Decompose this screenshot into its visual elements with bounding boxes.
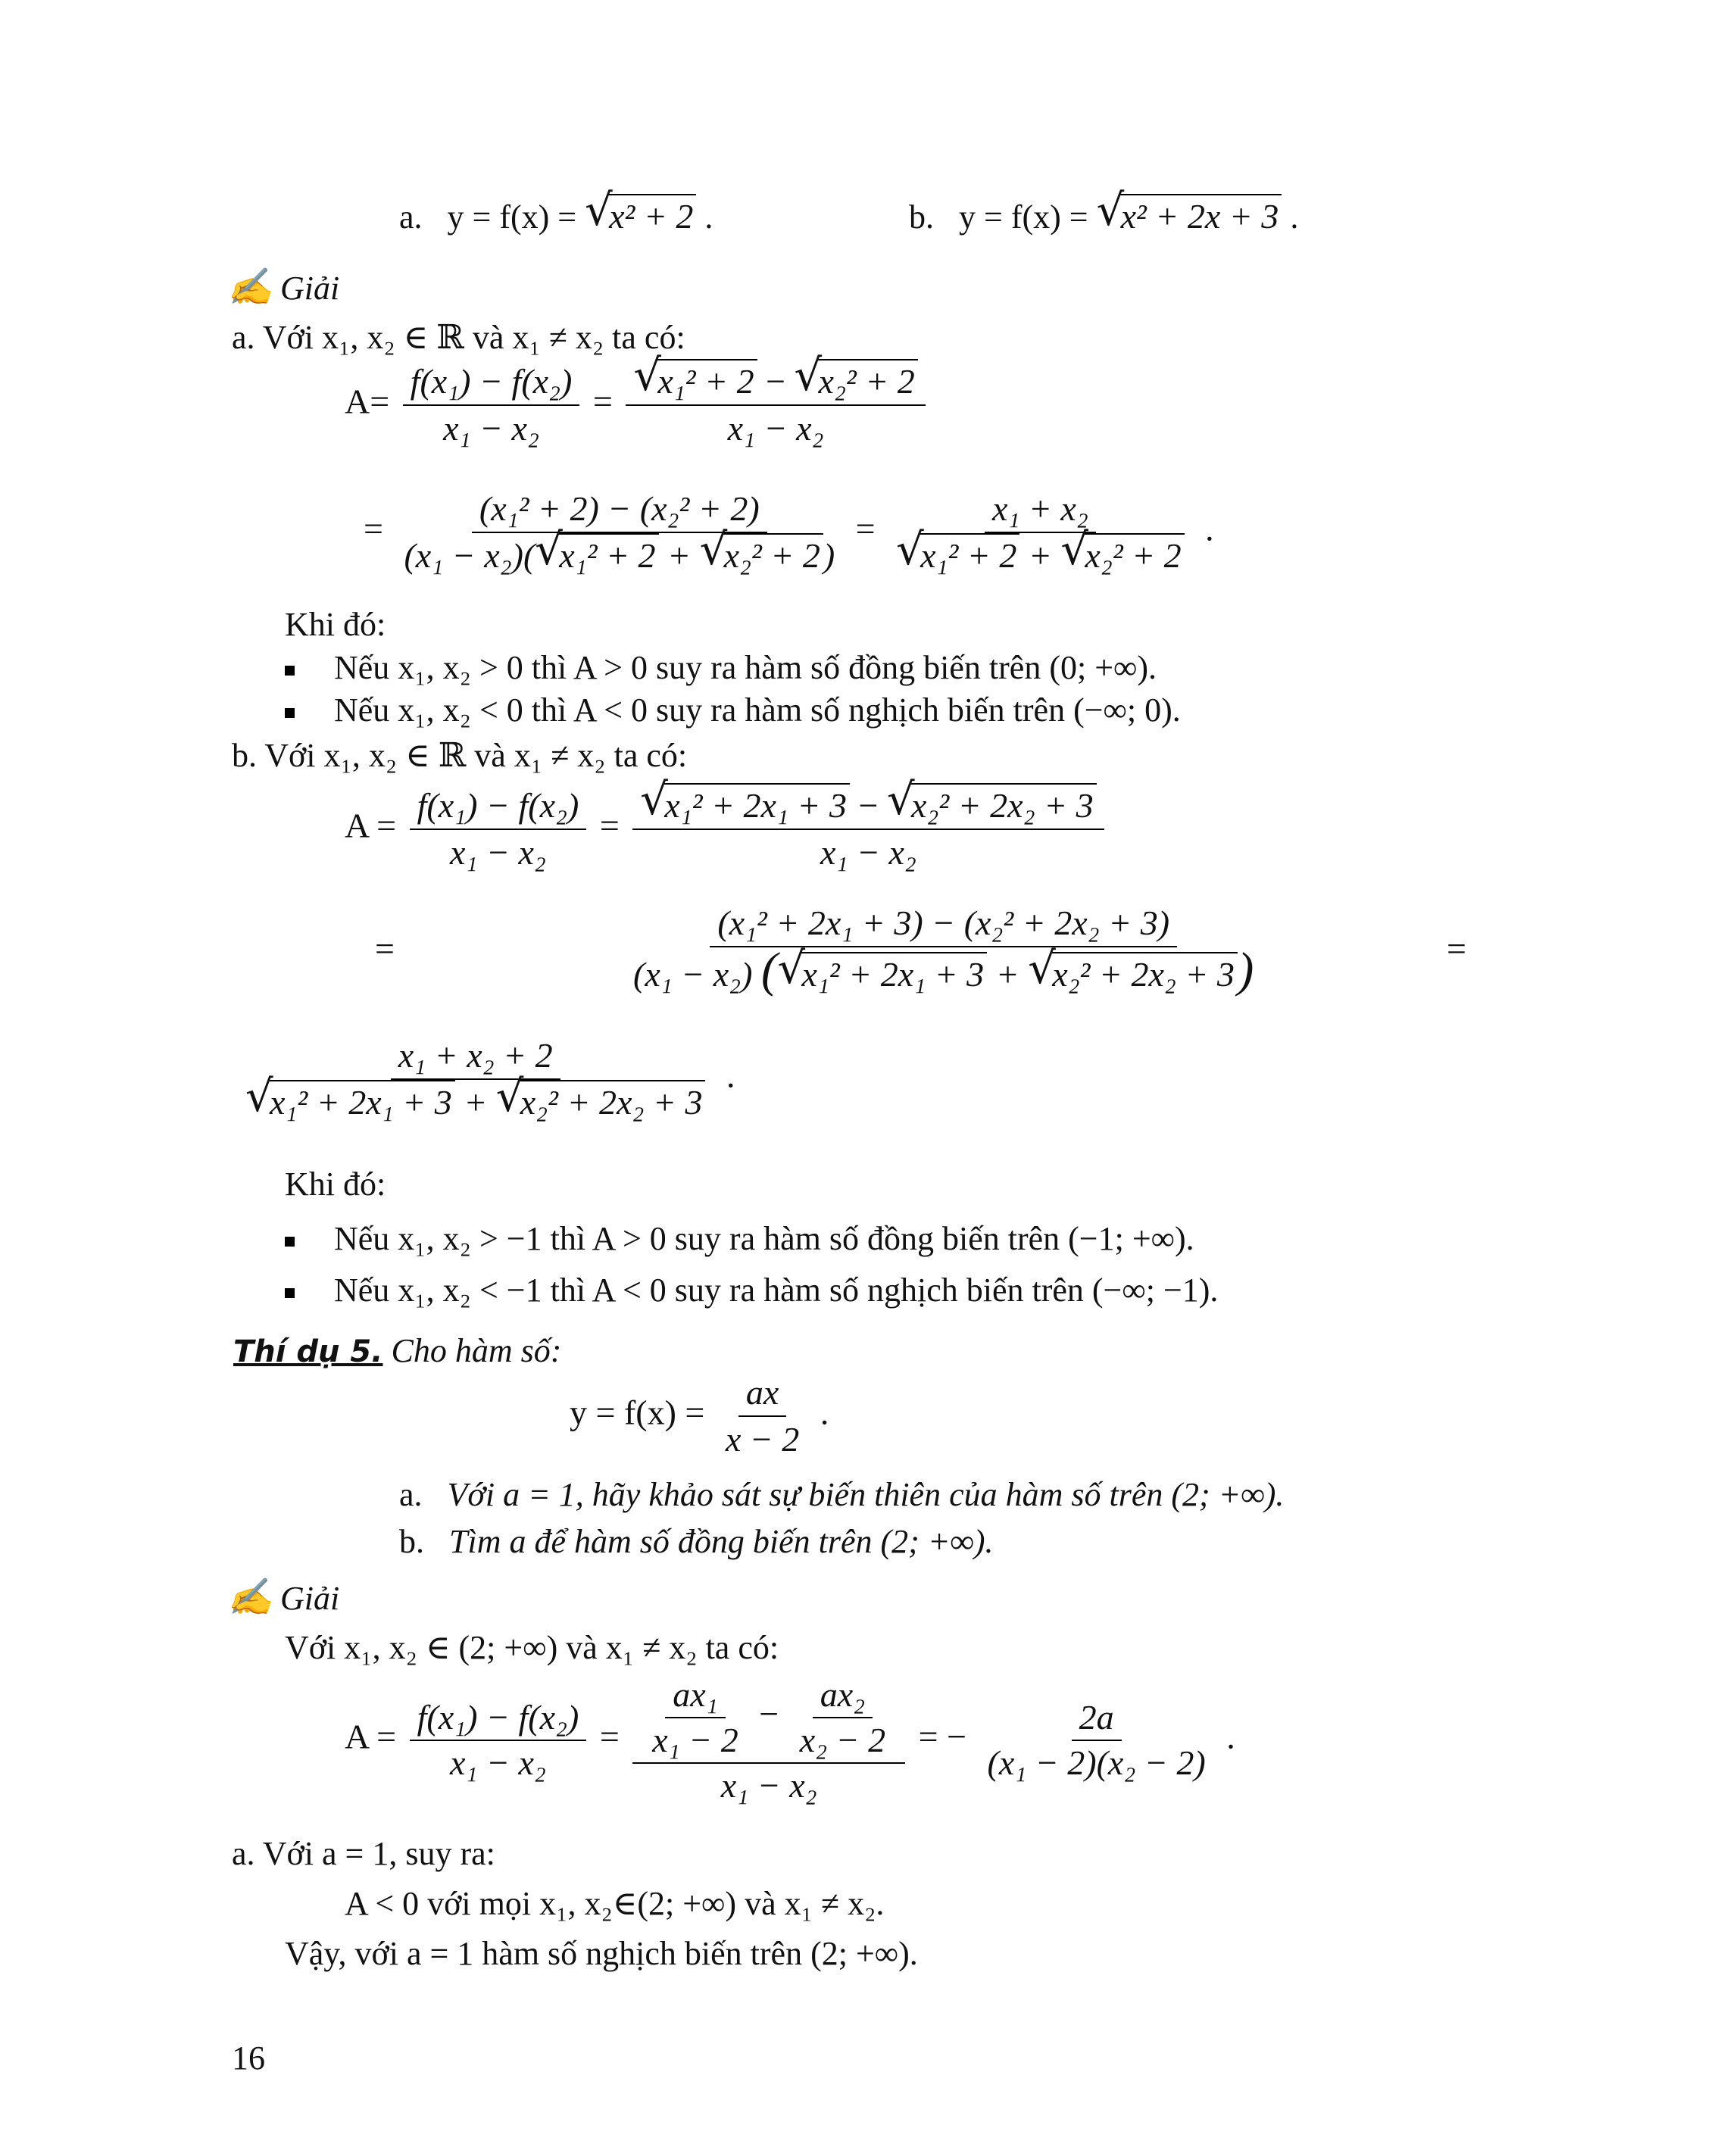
A-label: A= (345, 382, 390, 421)
equals-sign: = (375, 929, 395, 968)
sol2-a-l3: Vậy, với a = 1 hàm số nghịch biến trên (2; +∞). (285, 1935, 918, 1972)
sol2-a-l2: A < 0 với mọi x₁, x₂∈(2; +∞) và x₁ ≠ x₂. (345, 1885, 885, 1922)
example-heading: Thí dụ 5. (233, 1334, 383, 1369)
fraction (632, 1677, 905, 1803)
minus: − (766, 362, 786, 401)
den-part: (x₁ − x₂) (633, 955, 753, 994)
qa-label: a. (399, 1476, 423, 1513)
sol1-b-eq3 (233, 1038, 735, 1121)
denominator: x₁ − x₂ (820, 833, 916, 872)
bullet-text: Nếu x₁, x₂ > −1 thì A > 0 suy ra hàm số đồng biến trên (−1; +∞). (334, 1220, 1194, 1257)
example-5-function: y = f(x) = $\frac{ax}{x - 2}$ . (570, 1373, 829, 1459)
lhs-a: y = f(x) = (447, 198, 577, 236)
denominator: (x₁ − x₂) (√ x₁² + 2x₁ + 3 + √ x₂² + 2x₂ + 3) (626, 947, 1261, 993)
fraction (632, 788, 1104, 871)
example-5-header (233, 1330, 561, 1373)
equals: = (592, 382, 613, 421)
sol2-eq (345, 1677, 1235, 1803)
period: . (1226, 1717, 1235, 1756)
qb-label: b. (399, 1523, 424, 1560)
fraction (626, 364, 925, 447)
period: . (726, 1056, 735, 1095)
part-b-function: b. y = f(x) = √ x² + 2x + 3 . (909, 195, 1298, 239)
denominator: x₁ − 2 (652, 1721, 738, 1759)
denominator: x₁ − x₂ (443, 409, 539, 448)
plus: + (995, 955, 1019, 994)
numerator (632, 788, 1104, 830)
part-a-function: a. y = f(x) = √ x² + 2 . (399, 195, 713, 239)
radicand: x₁² + 2 (557, 533, 658, 575)
sol1-a-line: a. Với x₁, x₂ ∈ ℝ và x₁ ≠ x₂ ta có: (232, 319, 685, 356)
sol2-a-head: a. Với a = 1, suy ra: (232, 1835, 495, 1872)
period: . (1205, 509, 1214, 548)
denominator: x₁ − x₂ (720, 1766, 817, 1805)
solution-title: Giải (280, 1580, 340, 1617)
fraction (396, 491, 842, 574)
qa-text: Với a = 1, hãy khảo sát sự biến thiên của hàm số trên (2; +∞). (447, 1476, 1285, 1513)
A-label: A = (345, 1717, 397, 1756)
plus: + (667, 536, 692, 575)
bullet-icon (285, 1288, 295, 1298)
khi-do-b: Khi đó: (285, 1166, 386, 1203)
example-5-qb (399, 1521, 994, 1563)
plus: + (464, 1083, 488, 1122)
numerator: ax (738, 1375, 786, 1417)
denominator (396, 533, 842, 574)
radicand: x₂² + 2 (723, 533, 823, 575)
fraction (888, 491, 1192, 574)
bullet-text: Nếu x₁, x₂ < −1 thì A < 0 suy ra hàm số nghịch biến trên (−∞; −1). (334, 1272, 1219, 1309)
numerator: ax₂ (813, 1677, 873, 1718)
fraction (410, 1700, 587, 1780)
label-a: a. (399, 198, 423, 236)
bullet-icon (285, 708, 295, 718)
bullet-icon (285, 666, 295, 676)
numerator (632, 1677, 905, 1764)
denominator: x − 2 (725, 1420, 800, 1459)
numerator: (x₁² + 2x₁ + 3) − (x₂² + 2x₂ + 3) (710, 905, 1177, 947)
equals-minus: = − (918, 1717, 967, 1756)
khi-do-a: Khi đó: (285, 606, 386, 643)
radicand: x₁² + 2 (656, 359, 757, 401)
sqrt-a (585, 195, 696, 238)
radicand: x₂² + 2x₂ + 3 (910, 783, 1097, 825)
fraction (980, 1700, 1213, 1780)
equals: = (364, 509, 383, 548)
A-label: A = (345, 806, 397, 845)
radicand: x₁² + 2x₁ + 3 (268, 1080, 455, 1122)
denominator: (x₁ − 2)(x₂ − 2) (987, 1743, 1206, 1782)
numerator: f(x₁) − f(x₂) (410, 1700, 587, 1741)
fraction (645, 1677, 745, 1758)
bullet-icon (285, 1237, 295, 1247)
den-close: ) (823, 536, 835, 575)
denominator (238, 1080, 713, 1121)
radicand: x₁² + 2 (919, 533, 1019, 575)
solution-heading-2 (227, 1577, 339, 1620)
bullet-text: Nếu x₁, x₂ < 0 thì A < 0 suy ra hàm số nghịch biến trên (−∞; 0). (334, 691, 1181, 729)
equals: = (599, 806, 620, 845)
sqrt-b (1097, 195, 1282, 238)
denominator: x₂ − 2 (799, 1721, 886, 1759)
radicand: x₂² + 2x₂ + 3 (519, 1080, 706, 1122)
example-5-qa (399, 1474, 1284, 1516)
minus: − (759, 1694, 779, 1734)
sol1-b-eq1 (345, 788, 1109, 871)
den-part: (x₁ − x₂)( (404, 536, 535, 575)
fraction (792, 1677, 893, 1758)
equals-sign: = (1447, 929, 1466, 968)
denominator: x₁ − x₂ (727, 409, 824, 448)
function-lhs: y = f(x) = (570, 1393, 705, 1432)
fraction (718, 1375, 807, 1458)
equals: = (855, 509, 876, 548)
bullet-text: Nếu x₁, x₂ > 0 thì A > 0 suy ra hàm số đồng biến trên (0; +∞). (334, 649, 1157, 686)
radicand: x₂² + 2x₂ + 3 (1051, 952, 1238, 994)
example-intro: Cho hàm số: (391, 1332, 562, 1369)
numerator: x₁ + x₂ + 2 (391, 1038, 560, 1080)
solution-title: Giải (280, 270, 340, 307)
sol1-a-eq2 (364, 491, 1214, 574)
radicand-a: x² + 2 (607, 194, 696, 236)
fraction (238, 1038, 713, 1121)
fraction (403, 364, 580, 447)
pen-icon: ✍ (227, 1577, 273, 1618)
numerator: ax₁ (665, 1677, 725, 1718)
radicand-b: x² + 2x + 3 (1119, 194, 1282, 236)
numerator: f(x₁) − f(x₂) (403, 364, 580, 406)
numerator: x₁ + x₂ (985, 491, 1096, 533)
denominator (888, 533, 1192, 574)
denominator: x₁ − x₂ (450, 1743, 546, 1782)
fraction (410, 788, 587, 871)
denominator: x₁ − x₂ (450, 833, 546, 872)
bullet-b-2 (285, 1269, 1218, 1312)
equals: = (599, 1717, 620, 1756)
bullet-a-1 (285, 647, 1157, 689)
sol1-b-eq2 (621, 903, 1266, 997)
numerator: (x₁² + 2) − (x₂² + 2) (472, 491, 767, 533)
fraction (626, 903, 1261, 997)
pen-icon: ✍ (227, 267, 273, 307)
radicand: x₁² + 2x₁ + 3 (800, 952, 987, 994)
radicand: x₂² + 2 (1083, 533, 1184, 575)
label-b: b. (909, 198, 934, 236)
solution-heading-1 (227, 267, 339, 310)
sol1-b-line: b. Với x₁, x₂ ∈ ℝ và x₁ ≠ x₂ ta có: (232, 737, 688, 774)
numerator: 2a (1072, 1700, 1122, 1741)
numerator: f(x₁) − f(x₂) (410, 788, 587, 830)
plus: + (1028, 536, 1052, 575)
bullet-a-2 (285, 689, 1181, 732)
radicand: x₁² + 2x₁ + 3 (663, 783, 850, 825)
sol1-a-eq1 (345, 364, 930, 447)
bullet-b-1 (285, 1218, 1194, 1260)
lhs-b: y = f(x) = (959, 198, 1088, 236)
minus: − (858, 786, 879, 825)
qb-text: Tìm a để hàm số đồng biến trên (2; +∞). (449, 1523, 994, 1560)
sol2-line1: Với x₁, x₂ ∈ (2; +∞) và x₁ ≠ x₂ ta có: (285, 1629, 779, 1666)
radicand: x₂² + 2 (817, 359, 918, 401)
page-number: 16 (232, 2039, 265, 2077)
numerator (626, 364, 925, 406)
